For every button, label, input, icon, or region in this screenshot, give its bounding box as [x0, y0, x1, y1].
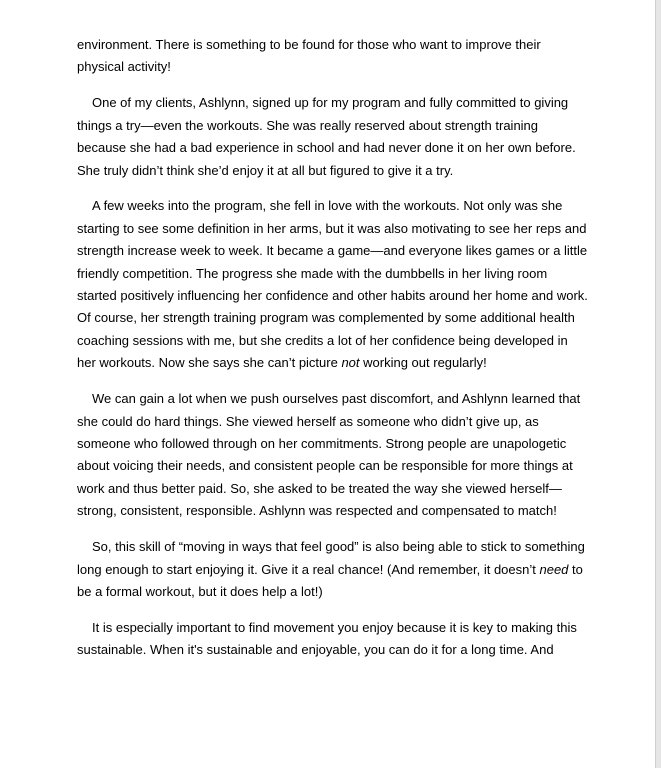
paragraph-5	[77, 536, 589, 603]
paragraph-3	[77, 195, 589, 374]
document-body	[77, 34, 589, 676]
paragraph-4-text: We can gain a lot when we push ourselves past discomfort, and Ashlynn learned that she could do hard things. She viewed herself as someone who didn’t give up, as someone who followed through on her commitments. Strong people are unapologetic about voicing their needs, and consistent people can be responsible for more things at work and thus better paid. So, she asked to be treated the way she viewed herself—strong, consistent, responsible. Ashlynn was respected and compensated to match!	[77, 391, 581, 519]
paragraph-1-text: environment. There is something to be found for those who want to improve their physical activity!	[77, 37, 541, 75]
paragraph-2	[77, 92, 589, 182]
paragraph-6	[77, 617, 589, 662]
paragraph-4	[77, 388, 589, 522]
paragraph-3-text-after: working out regularly!	[359, 355, 487, 371]
paragraph-5-text-before: So, this skill of “moving in ways that feel good” is also being able to stick to something long enough to start enjoying it. Give it a real chance! (And remember, it doesn’t	[77, 539, 585, 577]
paragraph-6-text: It is especially important to find movement you enjoy because it is key to making this sustainable. When it's sustainable and enjoyable, you can do it for a long time. And	[77, 619, 577, 658]
paragraph-3-text-before: A few weeks into the program, she fell in love with the workouts. Not only was she starting to see some definition in her arms, but it was also motivating to see her reps and strength increase week to week. It became a game—and everyone likes games or a little friendly competition. The progress she made with the dumbbells in her living room started positively influencing her confidence and other habits around her home and work. Of course, her strength training program was complemented by some additional health coaching sessions with me, but she credits a lot of her confidence being developed in her workouts. Now she says she can’t picture	[77, 198, 588, 371]
paragraph-3-emphasis: not	[341, 355, 360, 371]
paragraph-2-text: One of my clients, Ashlynn, signed up for my program and fully committed to giving things a try—even the workouts. She was really reserved about strength training because she had a bad experience in school and had never done it on her own before. She truly didn’t think she’d enjoy it at all but figured to give it a try.	[77, 95, 576, 178]
paragraph-1	[77, 34, 589, 79]
paragraph-5-text-after: to be a formal workout, but it does help a lot!)	[77, 561, 583, 599]
page-edge-scroll-strip	[655, 0, 661, 768]
paragraph-5-emphasis: need	[539, 561, 569, 577]
